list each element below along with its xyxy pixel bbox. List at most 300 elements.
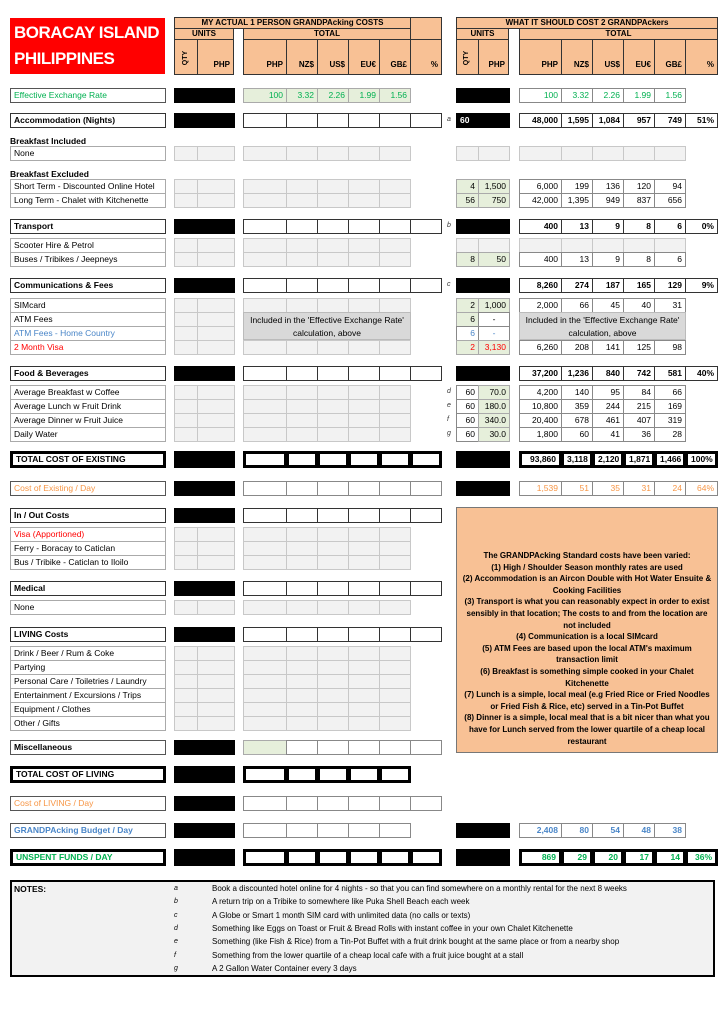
val: 125 [623,340,655,355]
note-text: A 2 Gallon Water Container every 3 days [212,964,357,973]
cell [286,674,318,689]
table-row [0,298,724,313]
table-row [0,252,724,267]
qty-input[interactable] [174,252,198,267]
row-label: TOTAL COST OF LIVING [10,766,166,783]
table-row [0,702,450,717]
val: 10,800 [519,399,562,414]
left-ex-gbp[interactable]: 1.56 [379,88,411,103]
row-label: Miscellaneous [10,740,166,755]
cell [317,646,349,661]
cell [243,219,287,234]
php-input[interactable] [197,555,235,570]
qty: 6 [456,312,479,327]
unit: 1,000 [478,298,510,313]
unit: 30.0 [478,427,510,442]
val: 66 [654,385,686,400]
left-ex-usd[interactable]: 2.26 [317,88,349,103]
row-label: Scooter Hire & Petrol [10,238,166,253]
cell [317,219,349,234]
val: 2,000 [519,298,562,313]
qty-input[interactable] [174,555,198,570]
note-item: (2) Accommodation is an Aircon Double with Hot Water Ensuite & Cooking Facilities [462,574,712,595]
table-row [0,385,724,400]
row-label: LIVING Costs [10,627,166,642]
val: 359 [561,399,593,414]
val: 6 [654,219,686,234]
php-input[interactable] [197,716,235,731]
php-input[interactable] [197,326,235,341]
cell [410,581,442,596]
cell [379,581,411,596]
val: 42,000 [519,193,562,208]
black-cell [456,88,510,103]
cell [348,451,380,468]
cell [243,340,287,355]
cell [286,179,318,194]
php-input[interactable] [197,541,235,556]
qty-input[interactable] [174,399,198,414]
black-cell [174,113,235,128]
php-input[interactable] [197,252,235,267]
living-header-row [0,627,450,642]
qty-input[interactable] [174,413,198,428]
php-input[interactable] [197,399,235,414]
qty: 60 [456,427,479,442]
accommodation-header-row [0,113,724,128]
val: 1,084 [592,113,624,128]
row-label: Drink / Beer / Rum & Coke [10,646,166,661]
php-input[interactable] [197,385,235,400]
table-row [0,193,724,208]
left-ex-eur[interactable]: 1.99 [348,88,380,103]
cell [286,238,318,253]
cell [286,252,318,267]
php-input[interactable] [197,179,235,194]
qty-input[interactable] [174,660,198,675]
qty: 2 [456,340,479,355]
val: 400 [519,252,562,267]
val: 48,000 [519,113,562,128]
note-text: Something like Eggs on Toast or Fruit & Bread Rolls with instant coffee in your own Chalet Kitchenette [212,924,573,933]
qty: 56 [456,193,479,208]
val: 45 [592,298,624,313]
note-heading: The GRANDPAcking Standard costs have been varied: [483,551,691,560]
note-letter: e [174,938,178,945]
qty-input[interactable] [174,385,198,400]
cell [317,527,349,542]
cell [317,674,349,689]
table-row [0,541,450,556]
unit: 340.0 [478,413,510,428]
medical-header-row [0,581,450,596]
cell [379,702,411,717]
right-col-eur: EU€ [623,39,655,75]
cell [286,600,318,615]
val: 13 [561,252,593,267]
cell [286,193,318,208]
val: 6,260 [519,340,562,355]
table-row [0,413,724,428]
cell [410,278,442,293]
left-col-gbp: GB£ [379,39,411,75]
right-col-php-unit: PHP [478,39,509,75]
cell [317,627,349,642]
cell [654,146,686,161]
val: 41 [592,427,624,442]
cell [379,385,411,400]
val: 36 [623,427,655,442]
black-cell [174,278,235,293]
cell [243,399,287,414]
qty-input[interactable] [174,427,198,442]
cell [379,219,411,234]
qty-input[interactable] [174,238,198,253]
right-ex-php: 100 [519,88,562,103]
val: 1,800 [519,427,562,442]
cell [348,600,380,615]
black-cell [174,627,235,642]
row-label: Effective Exchange Rate [10,88,166,103]
cell [379,796,411,811]
php-input[interactable] [197,146,235,161]
left-table-title: MY ACTUAL 1 PERSON GRANDPAcking COSTS [174,17,411,29]
val: 1,236 [561,366,593,381]
black-cell [174,823,235,838]
qty-input[interactable] [174,646,198,661]
qty-input[interactable] [174,298,198,313]
cell [317,113,349,128]
cell [286,702,318,717]
cell [243,581,287,596]
right-units-header: UNITS [456,28,509,40]
left-col-nzd: NZ$ [286,39,318,75]
row-label: Medical [10,581,166,596]
cell [379,849,411,866]
right-ex-gbp: 1.56 [654,88,686,103]
php-input[interactable] [197,600,235,615]
php-input[interactable] [197,312,235,327]
cell [561,146,593,161]
right-col-pct: % [685,39,718,75]
val: 13 [561,219,593,234]
cell [410,796,442,811]
cell [243,849,287,866]
cell [243,451,287,468]
cell [561,238,593,253]
left-ex-nzd[interactable]: 3.32 [286,88,318,103]
cell [317,660,349,675]
qty-input[interactable] [174,340,198,355]
cell [379,366,411,381]
val: 141 [592,340,624,355]
cell [379,600,411,615]
cell [410,508,442,523]
qty: 60 [456,385,479,400]
php-input[interactable] [197,688,235,703]
val: 187 [592,278,624,293]
cell [286,427,318,442]
cell [286,481,318,496]
grandpacking-standard-note [456,507,718,753]
php-input[interactable] [197,298,235,313]
php-input[interactable] [197,674,235,689]
black-cell [174,766,235,783]
qty-input[interactable] [174,527,198,542]
cell [410,481,442,496]
cell [286,660,318,675]
cell [243,366,287,381]
row-label: ATM Fees - Home Country [10,326,166,341]
qty-input[interactable] [174,688,198,703]
qty-input[interactable] [174,193,198,208]
row-label: None [10,146,166,161]
val: 949 [592,193,624,208]
unit: 3,130 [478,340,510,355]
black-cell [174,481,235,496]
val: 9% [685,278,718,293]
note-letter: e [447,402,451,409]
val: 54 [592,823,624,838]
cell [379,146,411,161]
val: 2,120 [592,451,624,468]
cell [592,238,624,253]
qty: 4 [456,179,479,194]
cell [286,527,318,542]
black-cell [174,366,235,381]
cell [286,823,318,838]
val: 9 [592,252,624,267]
cell [286,219,318,234]
val: 60 [561,427,593,442]
cell [410,451,442,468]
cell [348,278,380,293]
cell [519,238,562,253]
val: 957 [623,113,655,128]
cell [286,146,318,161]
row-label: Average Breakfast w Coffee [10,385,166,400]
table-row [0,238,724,253]
cell [348,581,380,596]
table-row [0,600,450,615]
row-label: Personal Care / Toiletries / Laundry [10,674,166,689]
cell [348,508,380,523]
cell [348,688,380,703]
cell [317,508,349,523]
qty-input[interactable] [174,600,198,615]
cell [410,627,442,642]
cell [379,688,411,703]
table-row [0,688,450,703]
table-row [0,646,450,661]
included-note: Included in the 'Effective Exchange Rate' calculation, above [243,312,411,340]
note-letter: b [447,222,451,229]
qty-input[interactable] [174,312,198,327]
cell [410,366,442,381]
qty-input[interactable] [174,674,198,689]
cell [317,555,349,570]
qty-input[interactable] [174,702,198,717]
qty-input[interactable] [174,541,198,556]
cell [317,146,349,161]
cell [317,278,349,293]
val: 656 [654,193,686,208]
php-input[interactable] [197,702,235,717]
php-input[interactable] [197,527,235,542]
note-letter: d [174,925,178,932]
php-input[interactable] [197,427,235,442]
unit: 750 [478,193,510,208]
cell [379,193,411,208]
cell [348,849,380,866]
subheading: Breakfast Excluded [10,169,89,179]
black-cell [174,451,235,468]
note-letter: g [174,965,178,972]
val: 461 [592,413,624,428]
unit: 1,500 [478,179,510,194]
val: 837 [623,193,655,208]
cell [348,179,380,194]
qty-input[interactable] [174,179,198,194]
val: 24 [654,481,686,496]
black-cell [174,88,235,103]
cell [348,413,380,428]
right-col-nzd: NZ$ [561,39,593,75]
black-cell [174,849,235,866]
misc-input[interactable] [243,740,287,755]
cell [317,688,349,703]
qty-input[interactable] [174,716,198,731]
val: 84 [623,385,655,400]
cell [654,238,686,253]
qty-input[interactable] [174,326,198,341]
note-text: Something from the lower quartile of a cheap local cafe with a fruit juice bought at a stall [212,951,524,960]
cell [243,193,287,208]
table-row [0,527,450,542]
val: 742 [623,366,655,381]
black-cell [174,740,235,755]
row-label: Equipment / Clothes [10,702,166,717]
val: 274 [561,278,593,293]
val: 1,539 [519,481,562,496]
left-ex-php[interactable]: 100 [243,88,287,103]
php-input[interactable] [197,413,235,428]
val: 4,200 [519,385,562,400]
note-text: A Globe or Smart 1 month SIM card with unlimited data (no calls or texts) [212,911,471,920]
val: 129 [654,278,686,293]
row-label: Transport [10,219,166,234]
cell [348,238,380,253]
cell [348,766,380,783]
cell [478,146,510,161]
note-item: (6) Breakfast is something simple cooked in your Chalet Kitchenette [480,666,694,688]
black-cell [174,508,235,523]
row-label: Visa (Apportioned) [10,527,166,542]
black-cell [456,451,510,468]
note-letter: c [447,281,451,288]
right-qty: 60 [456,113,510,128]
val: 244 [592,399,624,414]
val: 64% [685,481,718,496]
left-col-php: PHP [243,39,287,75]
cell [286,541,318,556]
cell [243,688,287,703]
cell [286,508,318,523]
cell [243,413,287,428]
cell [456,238,479,253]
val: 98 [654,340,686,355]
cell [317,716,349,731]
val: 136 [592,179,624,194]
cell [317,481,349,496]
row-label: Other / Gifts [10,716,166,731]
row-label: ATM Fees [10,312,166,327]
note-letter: d [447,388,451,395]
val: 40 [623,298,655,313]
cell [243,238,287,253]
cell [317,541,349,556]
val: 1,395 [561,193,593,208]
note-letter: c [174,912,178,919]
cell [286,796,318,811]
cell [348,481,380,496]
php-input[interactable] [197,340,235,355]
cell [348,541,380,556]
cell [379,766,411,783]
cell [317,702,349,717]
unit: - [478,326,510,341]
cell [243,427,287,442]
php-input[interactable] [197,660,235,675]
cell [317,340,349,355]
black-cell [456,849,510,866]
val: 8 [623,252,655,267]
cell [379,179,411,194]
notes-section [10,880,715,977]
php-input[interactable] [197,193,235,208]
right-ex-eur: 1.99 [623,88,655,103]
cell [348,298,380,313]
cell [348,823,380,838]
misc-row [0,740,450,755]
cell [243,508,287,523]
qty-input[interactable] [174,146,198,161]
cell [243,796,287,811]
cell [348,646,380,661]
note-letter: f [174,952,176,959]
note-text: A return trip on a Tribike to somewhere like Puka Shell Beach each week [212,897,470,906]
row-label: Communications & Fees [10,278,166,293]
cell [623,146,655,161]
val: 3,118 [561,451,593,468]
black-cell [456,366,510,381]
table-row [0,146,724,161]
left-col-eur: EU€ [348,39,380,75]
black-cell [174,581,235,596]
php-input[interactable] [197,238,235,253]
cell [379,823,411,838]
cell [379,627,411,642]
val: 31 [654,298,686,313]
table-row [0,555,450,570]
left-col-qty: QTY [174,39,198,75]
php-input[interactable] [197,646,235,661]
cell [348,399,380,414]
cell [348,219,380,234]
cell [317,193,349,208]
cell [243,252,287,267]
note-letter: b [174,898,178,905]
